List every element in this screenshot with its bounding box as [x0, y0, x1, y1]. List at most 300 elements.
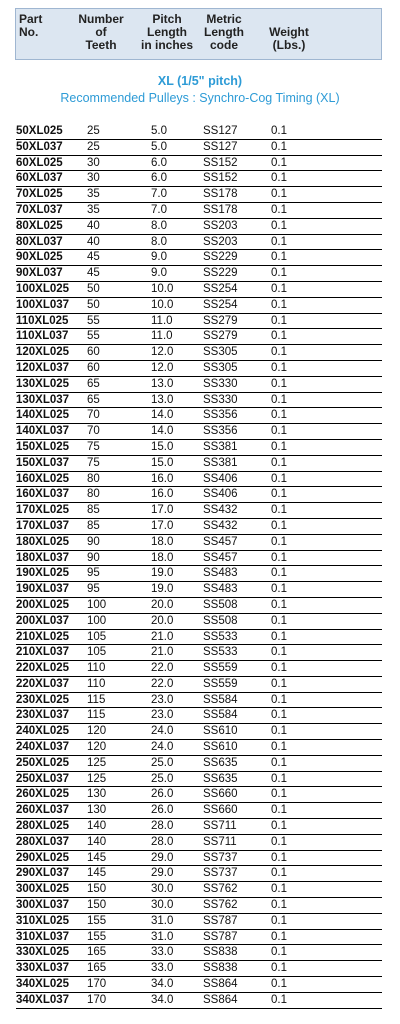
cell-part-no: 90XL025 [16, 251, 63, 264]
cell-metric-code: SS508 [203, 614, 238, 627]
cell-metric-code: SS635 [203, 772, 238, 785]
table-row [16, 882, 382, 898]
table-row [16, 772, 382, 788]
cell-weight: 0.1 [271, 472, 287, 485]
table-header [15, 8, 382, 60]
table-row [16, 408, 382, 424]
table-row [16, 803, 382, 819]
cell-metric-code: SS762 [203, 883, 238, 896]
header-line: Number [78, 12, 124, 26]
cell-weight: 0.1 [271, 377, 287, 390]
table-row [16, 819, 382, 835]
cell-part-no: 330XL037 [16, 962, 70, 975]
cell-pitch-length: 24.0 [151, 741, 174, 754]
cell-weight: 0.1 [271, 156, 287, 169]
cell-teeth: 125 [87, 772, 107, 785]
cell-teeth: 25 [87, 140, 100, 153]
cell-pitch-length: 24.0 [151, 725, 174, 738]
cell-pitch-length: 11.0 [151, 314, 173, 327]
cell-metric-code: SS610 [203, 741, 238, 754]
cell-part-no: 240XL025 [16, 725, 70, 738]
cell-pitch-length: 25.0 [151, 772, 174, 785]
table-row [16, 724, 382, 740]
cell-teeth: 30 [87, 156, 100, 169]
cell-weight: 0.1 [271, 883, 287, 896]
table-row [16, 156, 382, 172]
cell-metric-code: SS533 [203, 630, 238, 643]
cell-part-no: 80XL025 [16, 219, 63, 232]
cell-teeth: 145 [87, 851, 107, 864]
table-row [16, 519, 382, 535]
cell-part-no: 300XL037 [16, 899, 70, 912]
cell-teeth: 80 [87, 472, 100, 485]
cell-part-no: 280XL037 [16, 835, 70, 848]
cell-part-no: 280XL025 [16, 820, 70, 833]
cell-pitch-length: 8.0 [151, 219, 167, 232]
table-row [16, 898, 382, 914]
cell-pitch-length: 16.0 [151, 488, 174, 501]
cell-metric-code: SS305 [203, 346, 238, 359]
cell-part-no: 200XL037 [16, 614, 70, 627]
cell-part-no: 80XL037 [16, 235, 63, 248]
cell-weight: 0.1 [271, 140, 287, 153]
table-row [16, 377, 382, 393]
cell-metric-code: SS838 [203, 946, 238, 959]
cell-metric-code: SS330 [203, 377, 238, 390]
header-line: Length [147, 25, 187, 39]
cell-metric-code: SS152 [203, 156, 238, 169]
cell-teeth: 105 [87, 646, 107, 659]
cell-metric-code: SS584 [203, 709, 238, 722]
cell-pitch-length: 18.0 [151, 551, 174, 564]
header-line: Length [204, 25, 244, 39]
cell-teeth: 30 [87, 172, 100, 185]
cell-weight: 0.1 [271, 788, 287, 801]
table-row [16, 266, 382, 282]
section-subtitle: Recommended Pulleys : Synchro-Cog Timing (XL) [60, 91, 340, 105]
cell-metric-code: SS229 [203, 251, 238, 264]
cell-part-no: 340XL025 [16, 978, 70, 991]
cell-pitch-length: 29.0 [151, 851, 174, 864]
cell-weight: 0.1 [271, 930, 287, 943]
cell-teeth: 40 [87, 235, 100, 248]
cell-teeth: 35 [87, 188, 100, 201]
cell-pitch-length: 22.0 [151, 677, 174, 690]
cell-weight: 0.1 [271, 314, 287, 327]
cell-part-no: 50XL025 [16, 125, 63, 137]
cell-pitch-length: 10.0 [151, 282, 174, 295]
cell-pitch-length: 23.0 [151, 709, 174, 722]
cell-part-no: 220XL025 [16, 662, 70, 675]
cell-metric-code: SS279 [203, 330, 238, 343]
cell-teeth: 120 [87, 741, 107, 754]
cell-pitch-length: 29.0 [151, 867, 174, 880]
table-row [16, 961, 382, 977]
cell-teeth: 45 [87, 267, 100, 280]
table-row [16, 535, 382, 551]
cell-weight: 0.1 [271, 251, 287, 264]
cell-part-no: 210XL025 [16, 630, 70, 643]
cell-weight: 0.1 [271, 488, 287, 501]
cell-metric-code: SS584 [203, 693, 238, 706]
cell-weight: 0.1 [271, 962, 287, 975]
table-row [16, 424, 382, 440]
table-row [16, 393, 382, 409]
cell-pitch-length: 17.0 [151, 519, 174, 532]
cell-teeth: 150 [87, 883, 107, 896]
cell-metric-code: SS660 [203, 804, 238, 817]
table-row [16, 456, 382, 472]
cell-pitch-length: 9.0 [151, 251, 167, 264]
cell-weight: 0.1 [271, 693, 287, 706]
cell-pitch-length: 34.0 [151, 993, 174, 1006]
cell-weight: 0.1 [271, 188, 287, 201]
cell-weight: 0.1 [271, 662, 287, 675]
cell-weight: 0.1 [271, 820, 287, 833]
cell-weight: 0.1 [271, 630, 287, 643]
cell-metric-code: SS737 [203, 851, 238, 864]
table-row [16, 614, 382, 630]
cell-pitch-length: 18.0 [151, 535, 174, 548]
cell-teeth: 100 [87, 598, 107, 611]
cell-pitch-length: 20.0 [151, 614, 174, 627]
header-line: of [95, 25, 107, 39]
cell-weight: 0.1 [271, 361, 287, 374]
cell-metric-code: SS432 [203, 519, 238, 532]
cell-part-no: 290XL037 [16, 867, 70, 880]
cell-pitch-length: 6.0 [151, 156, 167, 169]
header-line: No. [19, 25, 39, 39]
cell-teeth: 165 [87, 946, 107, 959]
cell-teeth: 130 [87, 804, 107, 817]
table-row [16, 708, 382, 724]
cell-weight: 0.1 [271, 267, 287, 280]
cell-metric-code: SS635 [203, 756, 238, 769]
header-line: Weight [269, 25, 309, 39]
table-row [16, 487, 382, 503]
section-title: XL (1/5" pitch) [157, 74, 243, 88]
table-row [16, 282, 382, 298]
cell-teeth: 115 [87, 709, 106, 722]
cell-weight: 0.1 [271, 946, 287, 959]
cell-weight: 0.1 [271, 298, 287, 311]
cell-teeth: 95 [87, 567, 100, 580]
cell-weight: 0.1 [271, 772, 287, 785]
cell-weight: 0.1 [271, 535, 287, 548]
table-row [16, 187, 382, 203]
cell-part-no: 310XL025 [16, 914, 70, 927]
cell-part-no: 240XL037 [16, 741, 70, 754]
cell-metric-code: SS203 [203, 219, 238, 232]
cell-pitch-length: 22.0 [151, 662, 174, 675]
cell-teeth: 85 [87, 519, 100, 532]
cell-weight: 0.1 [271, 978, 287, 991]
table-row [16, 345, 382, 361]
cell-teeth: 170 [87, 993, 107, 1006]
table-row [16, 930, 382, 946]
cell-teeth: 90 [87, 535, 100, 548]
cell-teeth: 125 [87, 756, 107, 769]
table-row [16, 835, 382, 851]
cell-teeth: 95 [87, 583, 100, 596]
cell-pitch-length: 31.0 [151, 914, 174, 927]
cell-teeth: 155 [87, 930, 107, 943]
cell-pitch-length: 21.0 [151, 646, 174, 659]
cell-weight: 0.1 [271, 346, 287, 359]
header-weight [264, 13, 314, 52]
cell-weight: 0.1 [271, 172, 287, 185]
table-row [16, 298, 382, 314]
cell-metric-code: SS508 [203, 598, 238, 611]
cell-metric-code: SS330 [203, 393, 238, 406]
cell-part-no: 100XL025 [16, 282, 70, 295]
cell-part-no: 70XL037 [16, 203, 63, 216]
cell-part-no: 190XL037 [16, 583, 70, 596]
cell-metric-code: SS127 [203, 140, 238, 153]
cell-weight: 0.1 [271, 551, 287, 564]
cell-part-no: 110XL037 [16, 330, 69, 343]
cell-metric-code: SS356 [203, 425, 238, 438]
table-row [16, 361, 382, 377]
cell-metric-code: SS762 [203, 899, 238, 912]
cell-pitch-length: 23.0 [151, 693, 174, 706]
table-row [16, 993, 382, 1009]
cell-teeth: 35 [87, 203, 100, 216]
cell-pitch-length: 12.0 [151, 361, 174, 374]
cell-part-no: 160XL037 [16, 488, 70, 501]
cell-pitch-length: 11.0 [151, 330, 173, 343]
cell-weight: 0.1 [271, 804, 287, 817]
cell-weight: 0.1 [271, 567, 287, 580]
cell-teeth: 110 [87, 662, 106, 675]
cell-pitch-length: 28.0 [151, 835, 174, 848]
table-row [16, 440, 382, 456]
cell-part-no: 60XL037 [16, 172, 63, 185]
cell-metric-code: SS533 [203, 646, 238, 659]
cell-metric-code: SS178 [203, 203, 238, 216]
table-row [16, 219, 382, 235]
cell-part-no: 90XL037 [16, 267, 63, 280]
cell-teeth: 50 [87, 298, 100, 311]
cell-teeth: 155 [87, 914, 107, 927]
cell-teeth: 80 [87, 488, 100, 501]
cell-part-no: 150XL025 [16, 440, 70, 453]
table-row [16, 124, 382, 140]
parts-table-body [16, 124, 382, 1009]
cell-pitch-length: 33.0 [151, 962, 174, 975]
cell-weight: 0.1 [271, 614, 287, 627]
cell-teeth: 55 [87, 314, 100, 327]
cell-metric-code: SS406 [203, 488, 238, 501]
cell-teeth: 75 [87, 440, 100, 453]
table-row [16, 329, 382, 345]
cell-teeth: 70 [87, 409, 100, 422]
cell-teeth: 165 [87, 962, 107, 975]
cell-metric-code: SS152 [203, 172, 238, 185]
table-row [16, 787, 382, 803]
cell-metric-code: SS406 [203, 472, 238, 485]
cell-metric-code: SS203 [203, 235, 238, 248]
cell-metric-code: SS254 [203, 282, 238, 295]
table-row [16, 756, 382, 772]
cell-teeth: 130 [87, 788, 107, 801]
cell-part-no: 180XL037 [16, 551, 70, 564]
cell-pitch-length: 8.0 [151, 235, 167, 248]
cell-part-no: 250XL025 [16, 756, 70, 769]
cell-pitch-length: 5.0 [151, 140, 167, 153]
cell-part-no: 260XL025 [16, 788, 70, 801]
cell-part-no: 140XL037 [16, 425, 70, 438]
cell-pitch-length: 25.0 [151, 756, 174, 769]
cell-pitch-length: 31.0 [151, 930, 174, 943]
table-row [16, 598, 382, 614]
cell-weight: 0.1 [271, 598, 287, 611]
table-row [16, 140, 382, 156]
header-number-of-teeth [76, 13, 126, 52]
cell-part-no: 60XL025 [16, 156, 63, 169]
cell-part-no: 230XL037 [16, 709, 70, 722]
cell-part-no: 130XL025 [16, 377, 70, 390]
cell-metric-code: SS711 [203, 820, 237, 833]
cell-weight: 0.1 [271, 741, 287, 754]
cell-weight: 0.1 [271, 519, 287, 532]
cell-metric-code: SS178 [203, 188, 238, 201]
cell-metric-code: SS356 [203, 409, 238, 422]
cell-metric-code: SS711 [203, 835, 237, 848]
table-row [16, 977, 382, 993]
cell-metric-code: SS381 [203, 440, 238, 453]
cell-metric-code: SS483 [203, 583, 238, 596]
cell-teeth: 40 [87, 219, 100, 232]
cell-pitch-length: 15.0 [151, 440, 174, 453]
cell-teeth: 25 [87, 125, 100, 137]
cell-part-no: 70XL025 [16, 188, 63, 201]
cell-teeth: 140 [87, 820, 107, 833]
header-part-no [19, 13, 79, 39]
cell-pitch-length: 6.0 [151, 172, 167, 185]
table-row [16, 171, 382, 187]
header-line: (Lbs.) [272, 38, 306, 52]
table-row [16, 693, 382, 709]
cell-part-no: 210XL037 [16, 646, 70, 659]
cell-weight: 0.1 [271, 456, 287, 469]
cell-part-no: 160XL025 [16, 472, 70, 485]
cell-pitch-length: 13.0 [151, 377, 174, 390]
cell-part-no: 230XL025 [16, 693, 70, 706]
cell-metric-code: SS559 [203, 662, 238, 675]
cell-pitch-length: 33.0 [151, 946, 174, 959]
header-line: Metric [206, 12, 242, 26]
cell-pitch-length: 26.0 [151, 804, 174, 817]
cell-metric-code: SS864 [203, 993, 238, 1006]
cell-part-no: 300XL025 [16, 883, 70, 896]
cell-weight: 0.1 [271, 993, 287, 1006]
cell-pitch-length: 16.0 [151, 472, 174, 485]
cell-pitch-length: 34.0 [151, 978, 174, 991]
cell-weight: 0.1 [271, 867, 287, 880]
cell-pitch-length: 14.0 [151, 409, 174, 422]
cell-pitch-length: 12.0 [151, 346, 174, 359]
table-row [16, 503, 382, 519]
cell-part-no: 120XL025 [16, 346, 70, 359]
cell-metric-code: SS305 [203, 361, 238, 374]
header-line: Teeth [85, 38, 117, 52]
table-row [16, 740, 382, 756]
cell-metric-code: SS457 [203, 551, 238, 564]
cell-part-no: 120XL037 [16, 361, 70, 374]
cell-part-no: 310XL037 [16, 930, 70, 943]
header-metric-length-code [199, 13, 249, 52]
cell-pitch-length: 26.0 [151, 788, 174, 801]
cell-pitch-length: 19.0 [151, 583, 174, 596]
cell-weight: 0.1 [271, 756, 287, 769]
header-pitch-length [140, 13, 194, 52]
table-row [16, 677, 382, 693]
cell-teeth: 140 [87, 835, 107, 848]
cell-pitch-length: 13.0 [151, 393, 174, 406]
header-line: in inches [140, 38, 193, 52]
cell-pitch-length: 7.0 [151, 188, 167, 201]
cell-teeth: 55 [87, 330, 100, 343]
cell-part-no: 140XL025 [16, 409, 70, 422]
table-row [16, 250, 382, 266]
cell-pitch-length: 9.0 [151, 267, 167, 280]
cell-part-no: 130XL037 [16, 393, 70, 406]
cell-metric-code: SS279 [203, 314, 238, 327]
cell-metric-code: SS787 [203, 930, 238, 943]
cell-teeth: 105 [87, 630, 107, 643]
cell-weight: 0.1 [271, 583, 287, 596]
cell-teeth: 170 [87, 978, 107, 991]
cell-teeth: 150 [87, 899, 107, 912]
table-row [16, 661, 382, 677]
cell-weight: 0.1 [271, 440, 287, 453]
cell-pitch-length: 14.0 [151, 425, 174, 438]
cell-part-no: 330XL025 [16, 946, 70, 959]
cell-metric-code: SS610 [203, 725, 238, 738]
table-row [16, 472, 382, 488]
cell-teeth: 70 [87, 425, 100, 438]
cell-metric-code: SS483 [203, 567, 238, 580]
cell-metric-code: SS737 [203, 867, 238, 880]
cell-metric-code: SS229 [203, 267, 238, 280]
cell-teeth: 90 [87, 551, 100, 564]
cell-teeth: 65 [87, 393, 100, 406]
cell-weight: 0.1 [271, 203, 287, 216]
cell-part-no: 170XL037 [16, 519, 70, 532]
table-row [16, 645, 382, 661]
cell-weight: 0.1 [271, 235, 287, 248]
cell-teeth: 50 [87, 282, 100, 295]
cell-weight: 0.1 [271, 835, 287, 848]
cell-weight: 0.1 [271, 282, 287, 295]
cell-weight: 0.1 [271, 725, 287, 738]
cell-part-no: 150XL037 [16, 456, 70, 469]
cell-part-no: 340XL037 [16, 993, 70, 1006]
table-row [16, 866, 382, 882]
cell-part-no: 170XL025 [16, 504, 70, 517]
cell-pitch-length: 21.0 [151, 630, 174, 643]
cell-weight: 0.1 [271, 851, 287, 864]
cell-part-no: 290XL025 [16, 851, 70, 864]
cell-metric-code: SS127 [203, 125, 238, 137]
cell-metric-code: SS864 [203, 978, 238, 991]
cell-pitch-length: 5.0 [151, 125, 167, 137]
cell-pitch-length: 17.0 [151, 504, 174, 517]
cell-metric-code: SS559 [203, 677, 238, 690]
cell-part-no: 100XL037 [16, 298, 70, 311]
cell-weight: 0.1 [271, 899, 287, 912]
